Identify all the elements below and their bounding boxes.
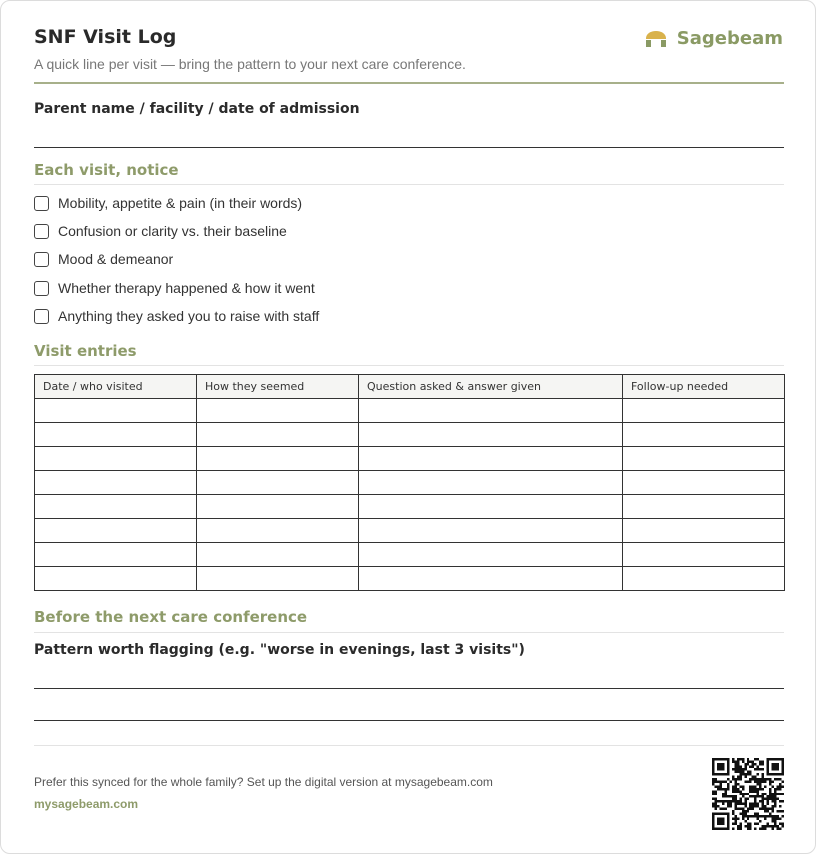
table-cell[interactable] — [197, 519, 359, 543]
table-header-row — [35, 375, 785, 399]
table-row — [35, 399, 785, 423]
footer-link[interactable]: mysagebeam.com — [34, 797, 139, 811]
notice-item[interactable] — [34, 278, 315, 298]
checkbox[interactable] — [34, 281, 49, 296]
notice-item-label: Anything they asked you to raise with staff — [58, 308, 320, 324]
notice-item-label: Mood & demeanor — [58, 251, 174, 267]
pattern-write-line[interactable] — [34, 688, 784, 689]
table-cell[interactable] — [359, 519, 623, 543]
table-cell[interactable] — [197, 543, 359, 567]
column-header: Question asked & answer given — [359, 375, 623, 399]
table-cell[interactable] — [197, 471, 359, 495]
checkbox[interactable] — [34, 252, 49, 267]
notice-item-label: Confusion or clarity vs. their baseline — [58, 223, 287, 239]
qr-code-icon[interactable] — [712, 758, 784, 830]
table-cell[interactable] — [35, 471, 197, 495]
conference-heading: Before the next care conference — [34, 608, 308, 626]
table-row — [35, 471, 785, 495]
conference-divider — [34, 632, 784, 633]
table-row — [35, 495, 785, 519]
table-cell[interactable] — [359, 423, 623, 447]
table-cell[interactable] — [359, 471, 623, 495]
table-cell[interactable] — [623, 423, 785, 447]
table-cell[interactable] — [359, 543, 623, 567]
table-cell[interactable] — [623, 543, 785, 567]
table-row — [35, 519, 785, 543]
table-cell[interactable] — [35, 543, 197, 567]
page-subtitle: A quick line per visit — bring the pattern to your next care conference. — [34, 56, 466, 72]
table-cell[interactable] — [359, 399, 623, 423]
table-cell[interactable] — [35, 423, 197, 447]
notice-item-label: Whether therapy happened & how it went — [58, 280, 315, 296]
notice-item-label: Mobility, appetite & pain (in their words) — [58, 195, 303, 211]
table-cell[interactable] — [197, 567, 359, 591]
table-row — [35, 447, 785, 471]
table-cell[interactable] — [35, 447, 197, 471]
brand-name: Sagebeam — [676, 28, 783, 49]
page-title: SNF Visit Log — [34, 26, 177, 48]
table-cell[interactable] — [359, 495, 623, 519]
checkbox[interactable] — [34, 196, 49, 211]
column-header: Date / who visited — [35, 375, 197, 399]
table-cell[interactable] — [197, 423, 359, 447]
intake-label: Parent name / facility / date of admission — [34, 101, 360, 117]
table-cell[interactable] — [35, 495, 197, 519]
pattern-write-line[interactable] — [34, 720, 784, 721]
table-cell[interactable] — [623, 471, 785, 495]
table-cell[interactable] — [35, 567, 197, 591]
sunrise-arch-icon — [645, 30, 667, 48]
table-cell[interactable] — [623, 495, 785, 519]
checkbox[interactable] — [34, 309, 49, 324]
table-row — [35, 543, 785, 567]
table-cell[interactable] — [623, 447, 785, 471]
notice-item[interactable] — [34, 306, 319, 326]
table-cell[interactable] — [35, 519, 197, 543]
column-header: How they seemed — [197, 375, 359, 399]
table-cell[interactable] — [35, 399, 197, 423]
table-cell[interactable] — [359, 567, 623, 591]
table-cell[interactable] — [197, 399, 359, 423]
brand-logo — [645, 28, 783, 49]
table-cell[interactable] — [623, 519, 785, 543]
entries-divider — [34, 365, 784, 366]
header-divider — [34, 82, 784, 84]
visit-entries-table — [34, 374, 785, 591]
entries-heading: Visit entries — [34, 342, 137, 360]
notice-divider — [34, 184, 784, 185]
checkbox[interactable] — [34, 224, 49, 239]
intake-write-line[interactable] — [34, 147, 784, 148]
table-cell[interactable] — [197, 495, 359, 519]
table-cell[interactable] — [623, 567, 785, 591]
column-header: Follow-up needed — [623, 375, 785, 399]
footer-text: Prefer this synced for the whole family? Set up the digital version at mysagebeam.com — [34, 775, 493, 789]
table-cell[interactable] — [197, 447, 359, 471]
pattern-prompt: Pattern worth flagging (e.g. "worse in evenings, last 3 visits") — [34, 642, 525, 658]
notice-heading: Each visit, notice — [34, 161, 179, 179]
notice-item[interactable] — [34, 193, 302, 213]
table-row — [35, 423, 785, 447]
table-cell[interactable] — [623, 399, 785, 423]
footer-divider — [34, 745, 784, 746]
notice-item[interactable] — [34, 221, 287, 241]
table-row — [35, 567, 785, 591]
notice-item[interactable] — [34, 249, 173, 269]
table-cell[interactable] — [359, 447, 623, 471]
